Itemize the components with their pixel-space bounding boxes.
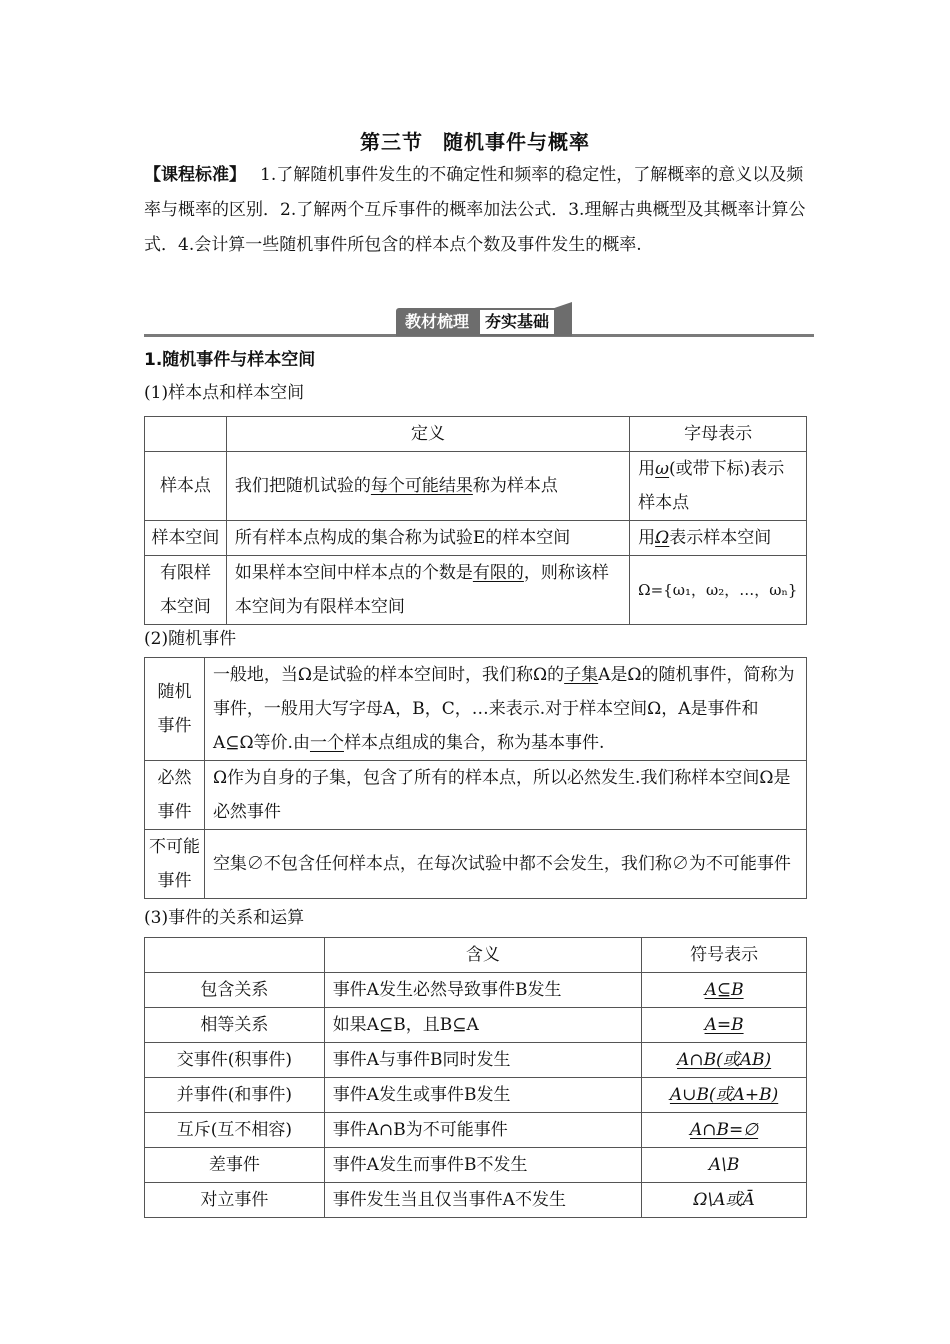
row-text-part: 一般地，当Ω是试验的样本空间时，我们称Ω的 xyxy=(212,665,565,685)
relation-symbol-text: A∩B(或AB) xyxy=(677,1050,772,1070)
table-row xyxy=(145,973,807,1008)
row-text xyxy=(204,658,806,761)
relation-symbol xyxy=(642,1183,807,1218)
relation-symbol-text: A\B xyxy=(708,1155,740,1175)
table-row xyxy=(145,658,807,761)
banner-tab-decoration xyxy=(554,302,572,336)
table-header-cell: 符号表示 xyxy=(642,938,807,973)
course-standard xyxy=(144,158,809,263)
definition-key-term: 有限的 xyxy=(472,563,524,583)
table-row xyxy=(145,1078,807,1113)
table1-caption: (1)样本点和样本空间 xyxy=(144,383,305,403)
row-name: 必然事件 xyxy=(145,761,205,830)
row-name: 随机事件 xyxy=(145,658,205,761)
definition-text: ，则称该样本空间为有限样本空间 xyxy=(234,563,609,617)
relation-name: 对立事件 xyxy=(145,1183,325,1218)
section-title: 随机事件与概率 xyxy=(443,130,590,154)
random-event-table xyxy=(144,657,807,899)
relation-meaning: 如果A⊆B，且B⊆A xyxy=(324,1008,641,1043)
sample-space-table xyxy=(144,416,807,625)
relation-symbol xyxy=(642,1113,807,1148)
table-header-row xyxy=(145,417,807,452)
relation-symbol xyxy=(642,1148,807,1183)
table-header-cell: 定义 xyxy=(226,417,629,452)
row-name: 样本空间 xyxy=(145,521,227,556)
row-name: 有限样本空间 xyxy=(145,556,227,625)
symbol-text: 用 xyxy=(638,459,656,479)
row-key-term: 子集 xyxy=(564,665,599,685)
row-text-part: 样本点组成的集合，称为基本事件. xyxy=(343,733,605,753)
table-row xyxy=(145,1113,807,1148)
page-title xyxy=(0,126,950,155)
relation-name: 包含关系 xyxy=(145,973,325,1008)
row-text-part: A是Ω的随机事件，简称为事件，一般用大写字母A，B，C，…来表示.对于样本空间Ω，A是事件和A⊆Ω等价.由 xyxy=(212,665,795,753)
relation-symbol xyxy=(642,973,807,1008)
row-definition xyxy=(226,556,629,625)
definition-text: 我们把随机试验的 xyxy=(234,476,371,496)
section-banner xyxy=(396,302,574,336)
relation-meaning: 事件发生当且仅当事件A不发生 xyxy=(324,1183,641,1218)
relation-meaning: 事件A∩B为不可能事件 xyxy=(324,1113,641,1148)
relation-name: 交事件(积事件) xyxy=(145,1043,325,1078)
table-row xyxy=(145,1008,807,1043)
symbol-text: 用 xyxy=(638,528,656,548)
section-heading: 1.随机事件与样本空间 xyxy=(144,350,316,370)
banner-right: 夯实基础 xyxy=(478,308,556,336)
section-number: 第三节 xyxy=(360,130,423,154)
row-symbol xyxy=(630,452,807,521)
table-row xyxy=(145,1043,807,1078)
row-symbol xyxy=(630,521,807,556)
relation-name: 互斥(互不相容) xyxy=(145,1113,325,1148)
symbol-text: 表示样本空间 xyxy=(669,528,772,548)
row-key-term: 一个 xyxy=(309,733,344,753)
relation-meaning: 事件A发生而事件B不发生 xyxy=(324,1148,641,1183)
symbol-key-term: Ω xyxy=(655,528,670,548)
table-header-cell: 字母表示 xyxy=(630,417,807,452)
relation-meaning: 事件A发生或事件B发生 xyxy=(324,1078,641,1113)
table-header-row xyxy=(145,938,807,973)
row-definition xyxy=(226,452,629,521)
relation-symbol xyxy=(642,1043,807,1078)
banner-left: 教材梳理 xyxy=(396,308,478,336)
table-header-cell xyxy=(145,417,227,452)
table-row xyxy=(145,1148,807,1183)
table-row xyxy=(145,1183,807,1218)
row-name: 样本点 xyxy=(145,452,227,521)
row-text: Ω作为自身的子集，包含了所有的样本点，所以必然发生.我们称样本空间Ω是必然事件 xyxy=(204,761,806,830)
symbol-key-term: ω xyxy=(655,459,670,479)
definition-key-term: 每个可能结果 xyxy=(370,476,473,496)
relation-symbol-text: Ω\A或Ā xyxy=(693,1190,755,1210)
relation-symbol-text: A=B xyxy=(704,1015,744,1035)
table-header-cell: 含义 xyxy=(324,938,641,973)
table3-caption: (3)事件的关系和运算 xyxy=(144,908,305,928)
relation-symbol xyxy=(642,1008,807,1043)
table-row xyxy=(145,830,807,899)
course-standard-label: 【课程标准】 xyxy=(144,165,246,185)
symbol-text: (或带下标)表示样本点 xyxy=(638,459,785,513)
row-name: 不可能事件 xyxy=(145,830,205,899)
relation-meaning: 事件A与事件B同时发生 xyxy=(324,1043,641,1078)
table-row xyxy=(145,556,807,625)
relation-name: 差事件 xyxy=(145,1148,325,1183)
row-definition: 所有样本点构成的集合称为试验E的样本空间 xyxy=(226,521,629,556)
relation-symbol-text: A∩B=∅ xyxy=(690,1120,759,1140)
course-standard-text: 1.了解随机事件发生的不确定性和频率的稳定性，了解概率的意义以及频率与概率的区别．2.了解两个互斥事件的概率加法公式．3.理解古典概型及其概率计算公式．4.会计算一些随机事件所包含的样本点个数及事件发生的概率. xyxy=(144,165,806,255)
table-row xyxy=(145,452,807,521)
relation-symbol xyxy=(642,1078,807,1113)
table-row xyxy=(145,521,807,556)
definition-text: 称为样本点 xyxy=(472,476,558,496)
table-row xyxy=(145,761,807,830)
row-text: 空集∅不包含任何样本点，在每次试验中都不会发生，我们称∅为不可能事件 xyxy=(204,830,806,899)
relation-name: 并事件(和事件) xyxy=(145,1078,325,1113)
table2-caption: (2)随机事件 xyxy=(144,629,237,649)
relation-symbol-text: A∪B(或A+B) xyxy=(669,1085,779,1105)
row-symbol: Ω={ω₁，ω₂，…，ωₙ} xyxy=(630,556,807,625)
event-relations-table xyxy=(144,937,807,1218)
relation-symbol-text: A⊆B xyxy=(704,980,744,1000)
relation-meaning: 事件A发生必然导致事件B发生 xyxy=(324,973,641,1008)
table-header-cell xyxy=(145,938,325,973)
relation-name: 相等关系 xyxy=(145,1008,325,1043)
definition-text: 如果样本空间中样本点的个数是 xyxy=(234,563,473,583)
